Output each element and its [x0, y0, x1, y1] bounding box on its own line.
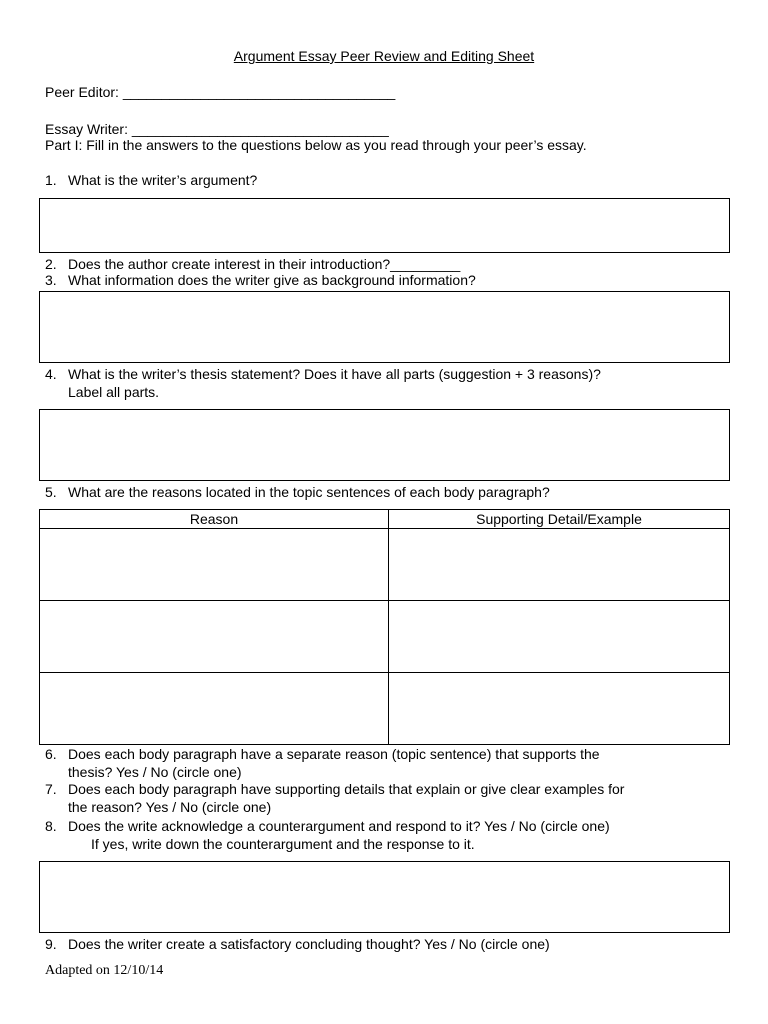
question-7-text-line2: the reason? Yes / No (circle one): [68, 799, 272, 815]
answer-box-3[interactable]: [39, 291, 730, 363]
question-number: 7.: [45, 781, 57, 797]
question-number: 6.: [45, 746, 57, 762]
answer-box-1[interactable]: [39, 198, 730, 253]
reason-cell[interactable]: [40, 673, 389, 745]
question-number: 1.: [45, 172, 57, 188]
footer-adapted-date: Adapted on 12/10/14: [45, 963, 164, 978]
question-number: 2.: [45, 256, 57, 272]
question-number: 4.: [45, 366, 57, 382]
question-8-text: Does the write acknowledge a counterargument and respond to it? Yes / No (circle one): [68, 818, 610, 834]
reasons-table: [39, 509, 730, 745]
reason-cell[interactable]: [40, 601, 389, 673]
question-3-text: What information does the writer give as background information?: [68, 272, 476, 288]
question-8-text-line2: If yes, write down the counterargument and the response to it.: [91, 836, 475, 852]
question-2-text: Does the author create interest in their introduction?_________: [68, 256, 461, 272]
question-6-text-line2: thesis? Yes / No (circle one): [68, 764, 242, 780]
table-row: [40, 601, 730, 673]
supporting-detail-cell[interactable]: [389, 601, 730, 673]
question-number: 9.: [45, 936, 57, 952]
question-7-text: Does each body paragraph have supporting details that explain or give clear examples for: [68, 781, 625, 797]
question-4-text: What is the writer’s thesis statement? Does it have all parts (suggestion + 3 reasons)?: [68, 366, 601, 382]
supporting-detail-cell[interactable]: [389, 529, 730, 601]
question-number: 8.: [45, 818, 57, 834]
question-number: 5.: [45, 484, 57, 500]
supporting-detail-cell[interactable]: [389, 673, 730, 745]
document-title: Argument Essay Peer Review and Editing Sheet: [233, 48, 535, 64]
question-1-text: What is the writer’s argument?: [68, 172, 258, 188]
question-9-text: Does the writer create a satisfactory concluding thought? Yes / No (circle one): [68, 936, 550, 952]
table-row: [40, 673, 730, 745]
table-header-row: [40, 510, 730, 529]
question-number: 3.: [45, 272, 57, 288]
table-row: [40, 529, 730, 601]
question-6-text: Does each body paragraph have a separate reason (topic sentence) that supports the: [68, 746, 600, 762]
column-header-reason: Reason: [40, 510, 389, 529]
answer-box-8[interactable]: [39, 861, 730, 933]
essay-writer-field[interactable]: Essay Writer: _________________________________: [45, 121, 389, 137]
question-5-text: What are the reasons located in the topic sentences of each body paragraph?: [68, 484, 550, 500]
column-header-supporting-detail: Supporting Detail/Example: [389, 510, 730, 529]
peer-editor-field[interactable]: Peer Editor: ___________________________________: [45, 84, 396, 100]
answer-box-4[interactable]: [39, 409, 730, 481]
reason-cell[interactable]: [40, 529, 389, 601]
question-4-text-line2: Label all parts.: [68, 384, 160, 400]
part-one-instructions: Part I: Fill in the answers to the questions below as you read through your peer’s essay.: [45, 137, 587, 153]
